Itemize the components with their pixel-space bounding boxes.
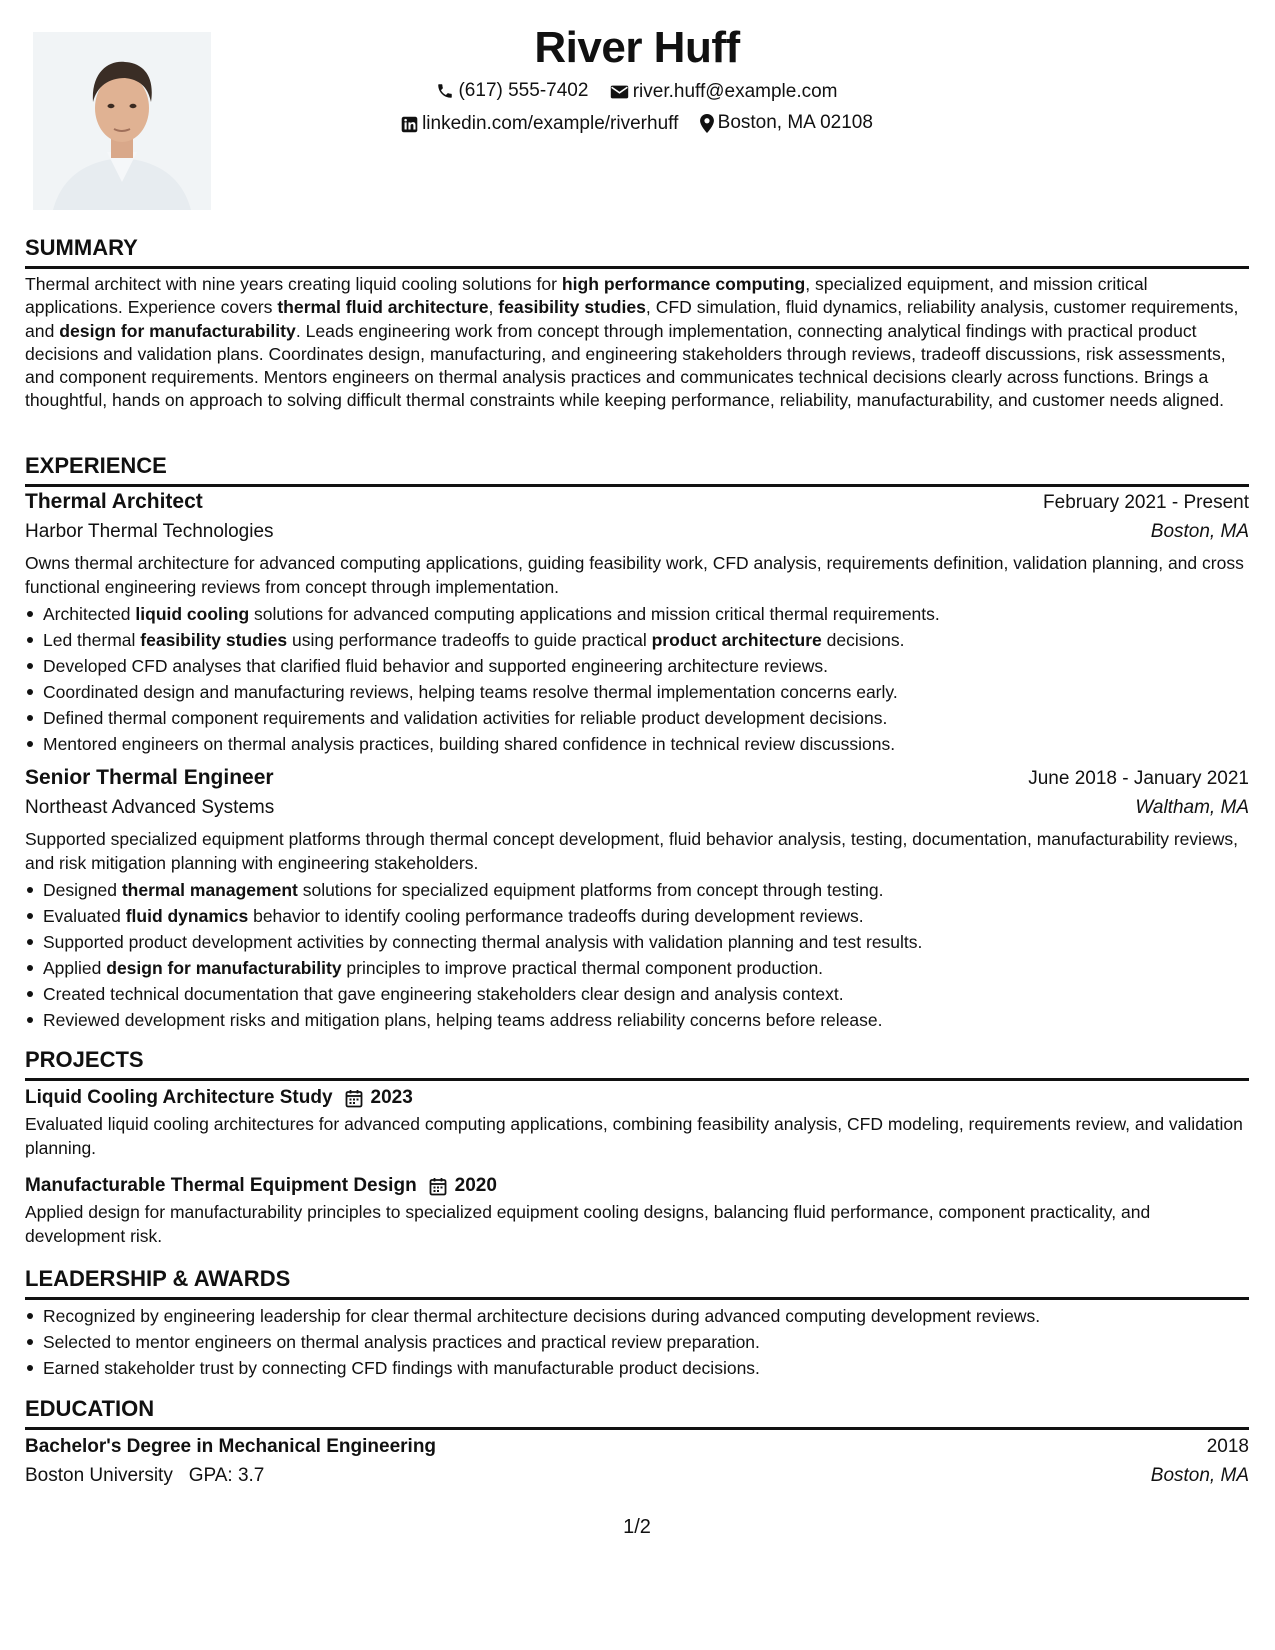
project-name: Liquid Cooling Architecture Study (25, 1086, 333, 1108)
education-entry (25, 1435, 1249, 1493)
linkedin-contact[interactable] (401, 111, 678, 137)
section-title-experience: EXPERIENCE (25, 452, 1249, 487)
bold-keyword: feasibility studies (140, 630, 288, 650)
bullet-item (43, 955, 1249, 981)
bold-keyword: product architecture (651, 630, 822, 650)
text-run: Reviewed development risks and mitigation plans, helping teams address reliability concerns before release. (43, 1010, 883, 1030)
text-run: Supported product development activities by connecting thermal analysis with validation planning and test results. (43, 932, 923, 952)
project-description: Evaluated liquid cooling architectures for advanced computing applications, combining feasibility analysis, CFD modeling, requirements review, and validation planning. (25, 1114, 1243, 1158)
bold-keyword: thermal fluid architecture (277, 297, 489, 318)
bullet-item (43, 731, 1249, 757)
text-run: principles to improve practical thermal component production. (341, 958, 824, 978)
degree-name: Bachelor's Degree in Mechanical Engineering (25, 1436, 437, 1457)
job-title: Thermal Architect (25, 490, 203, 513)
summary-text (25, 273, 1249, 413)
project-entry (25, 1173, 1249, 1248)
bullet-item (43, 929, 1249, 955)
project-entry (25, 1085, 1249, 1160)
bullet-item (43, 903, 1249, 929)
text-run: Coordinated design and manufacturing reviews, helping teams resolve thermal implementation concerns early. (43, 682, 898, 702)
map-pin-icon (700, 114, 714, 133)
candidate-name: River Huff (534, 23, 740, 72)
email-contact[interactable] (610, 79, 838, 105)
job-bullets (25, 877, 1249, 1033)
section-title-education: EDUCATION (25, 1395, 1249, 1430)
summary-paragraph (25, 273, 1249, 413)
location-contact (700, 110, 873, 136)
phone-contact[interactable] (436, 78, 588, 104)
project-description: Applied design for manufacturability principles to specialized equipment cooling designs, balancing fluid performance, component practicality, and development risk. (25, 1202, 1151, 1246)
bold-keyword: design for manufacturability (106, 958, 342, 978)
job-title: Senior Thermal Engineer (25, 766, 274, 789)
job-dates: February 2021 - Present (1043, 492, 1249, 513)
text-run: Developed CFD analyses that clarified fluid behavior and supported engineering architecture reviews. (43, 656, 829, 676)
bullet-item (43, 705, 1249, 731)
text-run: solutions for advanced computing applications and mission critical thermal requirements. (249, 604, 940, 624)
bullet-item (43, 1007, 1249, 1033)
resume-page (25, 0, 1249, 1650)
gpa: GPA: 3.7 (188, 1465, 265, 1486)
text-run: Evaluated (43, 906, 126, 926)
section-title-summary: SUMMARY (25, 234, 1249, 269)
phone-number: (617) 555-7402 (458, 80, 589, 101)
text-run: Designed (43, 880, 122, 900)
graduation-year: 2018 (1206, 1436, 1249, 1457)
bold-keyword: thermal management (121, 880, 298, 900)
page-number: 1/2 (623, 1516, 651, 1538)
bold-keyword: fluid dynamics (125, 906, 249, 926)
text-run: behavior to identify cooling performance tradeoffs during development reviews. (248, 906, 864, 926)
phone-icon (436, 82, 454, 100)
bold-keyword: liquid cooling (135, 604, 250, 624)
job-bullets (25, 601, 1249, 757)
bullet-item: Earned stakeholder trust by connecting CFD findings with manufacturable product decisions. (43, 1355, 1249, 1381)
text-run: Thermal architect with nine years creating liquid cooling solutions for (25, 274, 562, 294)
job-location: Waltham, MA (1135, 797, 1249, 818)
location-text: Boston, MA 02108 (717, 112, 873, 133)
bullet-item: Selected to mentor engineers on thermal analysis practices and practical review preparation. (43, 1329, 1249, 1355)
section-title-projects: PROJECTS (25, 1046, 1249, 1081)
bullet-item (43, 877, 1249, 903)
text-run: Applied (43, 958, 107, 978)
job-location: Boston, MA (1150, 521, 1249, 542)
leadership-list (25, 1303, 1249, 1381)
email-address: river.huff@example.com (632, 81, 838, 102)
text-run: . Leads engineering work from concept through implementation, connecting analytical findings with practical product decisions and validation plans. Coordinates design, manufacturing, and engineering stakeholders through reviews, tradeoff discussions, risk assessments, and component requirements. Mentors engineers on thermal analysis practices and communicates technical decisions clearly across functions. Brings a thoughtful, hands on approach to solving difficult thermal constraints while keeping performance, reliability, manufacturability, and customer needs aligned. (25, 320, 1226, 411)
job-description: Owns thermal architecture for advanced computing applications, guiding feasibility work, CFD analysis, requirements definition, validation planning, and cross functional engineering reviews from concept through implementation. (25, 553, 1244, 597)
text-run: , specialized equipment, and mission critical applications. Experience covers (25, 274, 1148, 318)
bullet-item (43, 981, 1249, 1007)
company-name: Harbor Thermal Technologies (25, 521, 274, 542)
bullet-item (43, 679, 1249, 705)
bullet-item (43, 601, 1249, 627)
bold-keyword: design for manufacturability (59, 320, 296, 341)
text-run: decisions. (821, 630, 905, 650)
text-run: solutions for specialized equipment platforms from concept through testing. (297, 880, 884, 900)
school-name: Boston University (25, 1465, 173, 1486)
text-run: , (488, 297, 499, 318)
text-run: Created technical documentation that gave engineering stakeholders clear design and analysis context. (43, 984, 844, 1004)
project-year: 2020 (454, 1174, 497, 1196)
bold-keyword: feasibility studies (498, 297, 646, 318)
project-year: 2023 (370, 1086, 413, 1108)
bold-keyword: high performance computing (561, 274, 806, 294)
bullet-item (43, 627, 1249, 653)
calendar-icon (429, 1177, 447, 1196)
job-description: Supported specialized equipment platforms through thermal concept development, fluid behavior analysis, testing, documentation, manufacturability reviews, and risk mitigation planning with engineering stakeholders. (25, 829, 1239, 873)
contact-line-2 (25, 110, 1249, 141)
company-name: Northeast Advanced Systems (25, 797, 275, 818)
text-run: using performance tradeoffs to guide practical (287, 630, 652, 650)
job-dates: June 2018 - January 2021 (1028, 768, 1249, 789)
job-entry (25, 490, 1249, 757)
calendar-icon (345, 1089, 363, 1108)
text-run: Led thermal (43, 630, 141, 650)
text-run: Mentored engineers on thermal analysis practices, building shared confidence in technical review discussions. (43, 734, 896, 754)
text-run: , CFD simulation, fluid dynamics, reliability analysis, customer requirements, and (25, 297, 1239, 341)
text-run: Defined thermal component requirements and validation activities for reliable product development decisions. (43, 708, 888, 728)
linkedin-icon (401, 116, 418, 133)
linkedin-url: linkedin.com/example/riverhuff (422, 113, 679, 134)
job-entry (25, 766, 1249, 1033)
section-title-leadership: LEADERSHIP & AWARDS (25, 1265, 1249, 1300)
bullet-item (43, 653, 1249, 679)
text-run: Architected (43, 604, 136, 624)
leadership-bullets (25, 1303, 1249, 1381)
project-name: Manufacturable Thermal Equipment Design (25, 1174, 417, 1196)
school-location: Boston, MA (1150, 1465, 1249, 1486)
contact-line-1 (25, 78, 1249, 108)
bullet-item: Recognized by engineering leadership for clear thermal architecture decisions during advanced computing development reviews. (43, 1303, 1249, 1329)
envelope-icon (610, 84, 629, 100)
